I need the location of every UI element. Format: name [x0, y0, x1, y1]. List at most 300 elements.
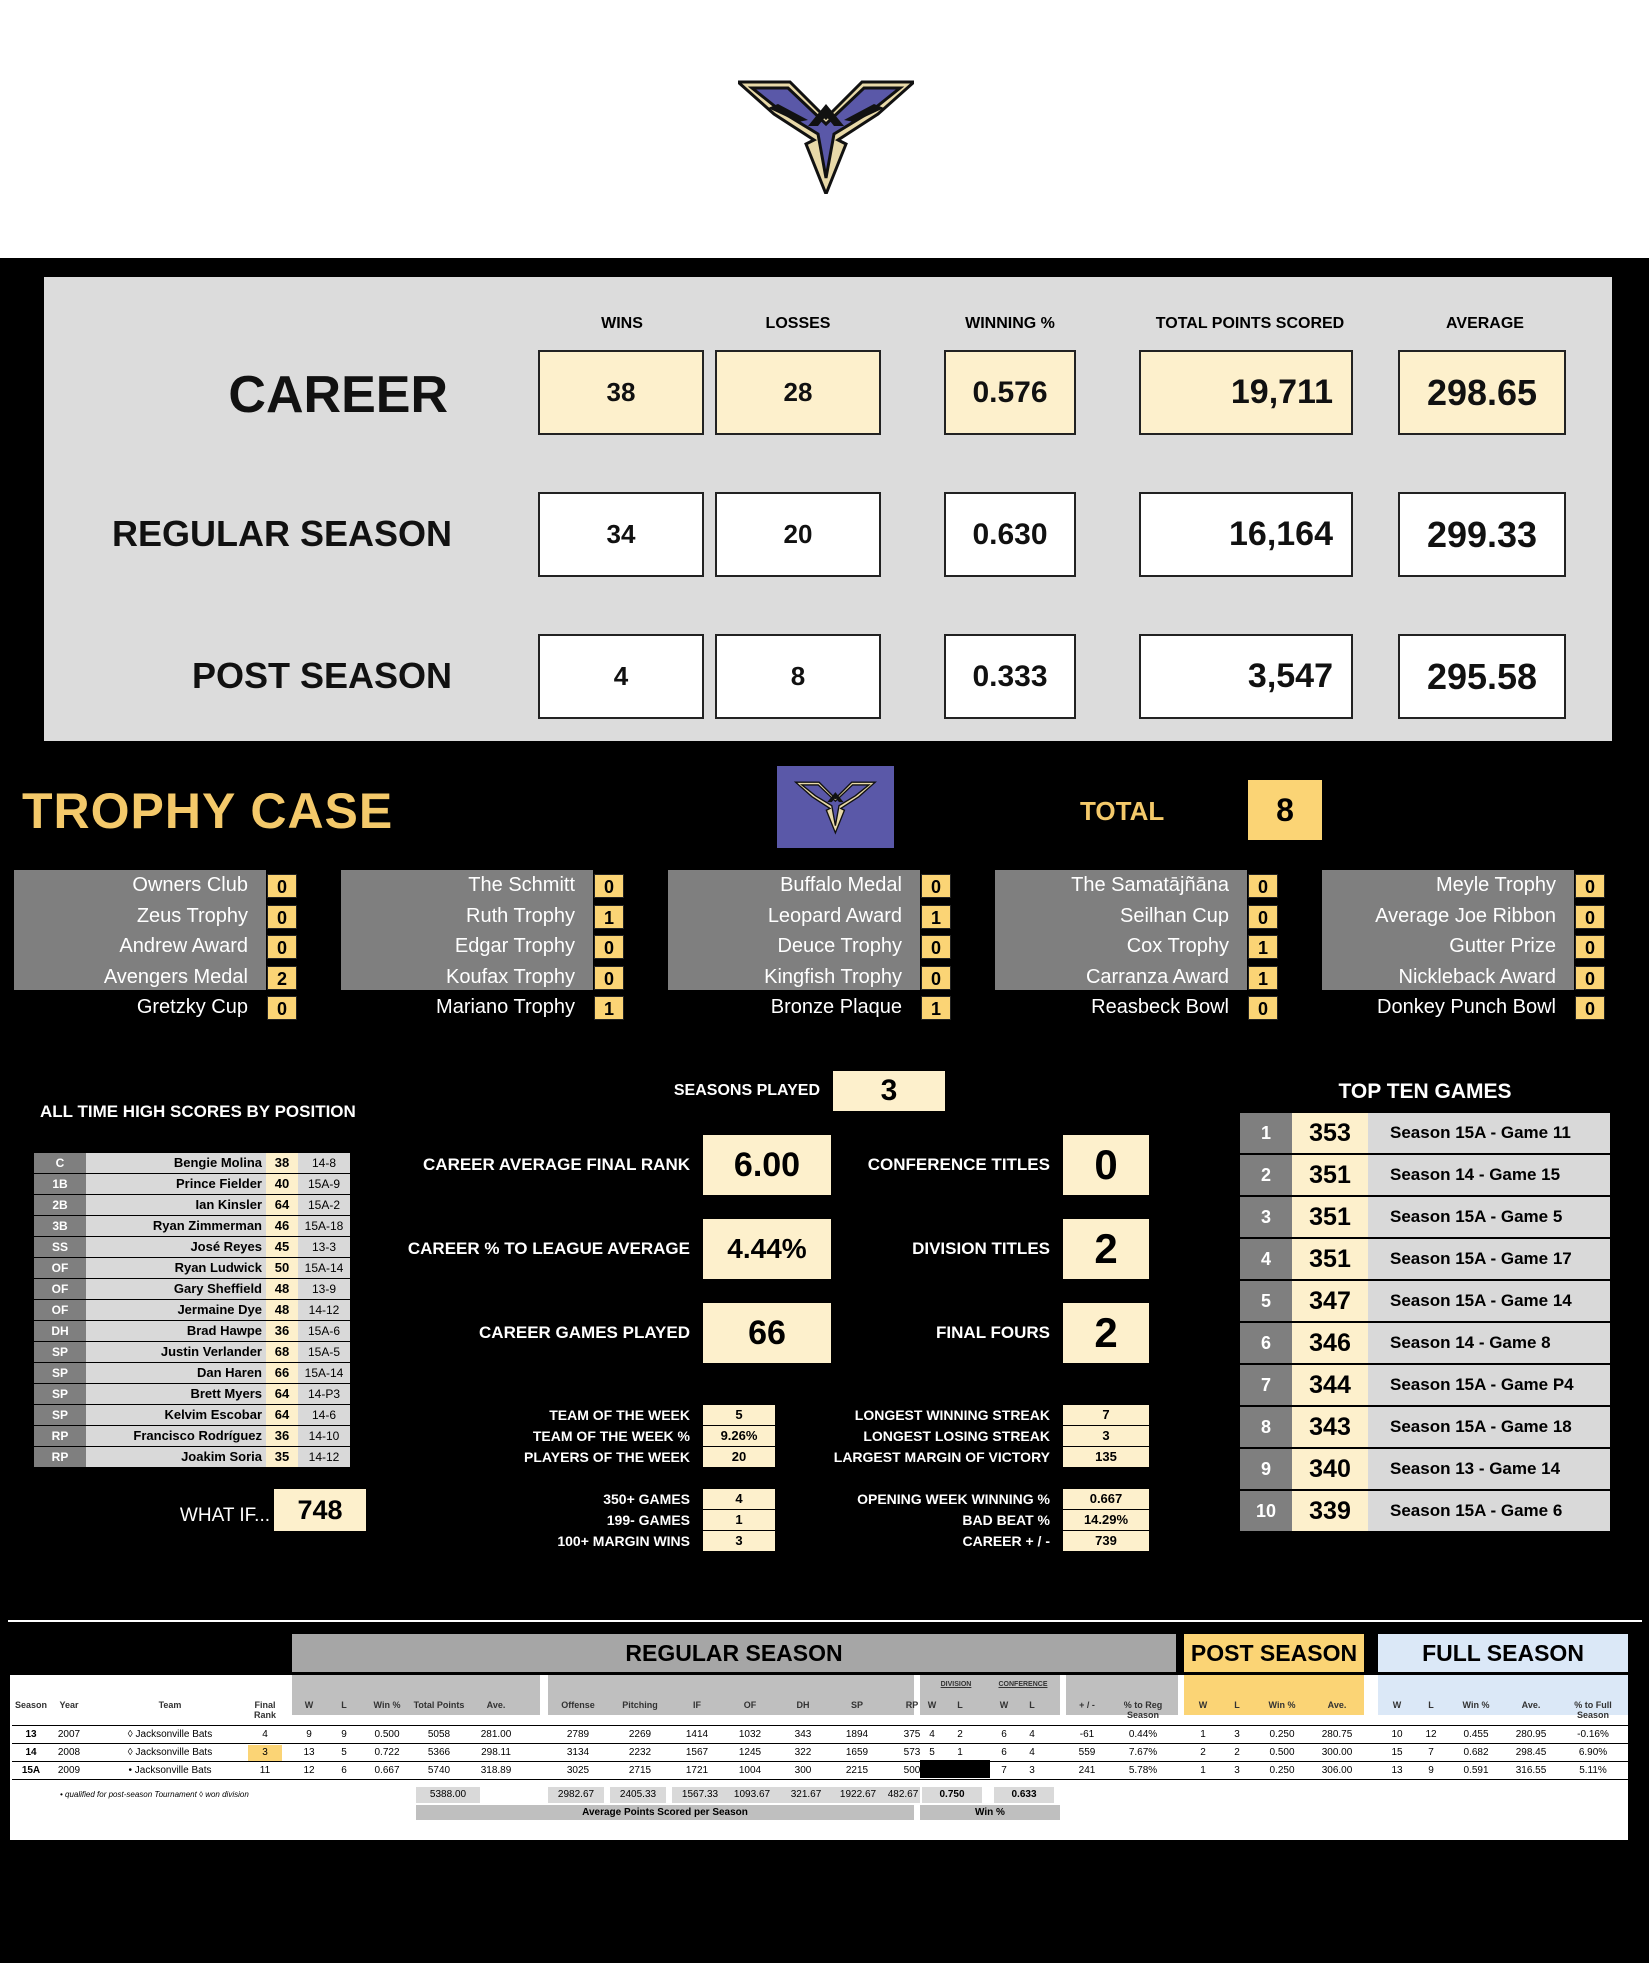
player-name: Francisco Rodríguez — [86, 1426, 266, 1446]
top-ten-title: TOP TEN GAMES — [1338, 1080, 1512, 1103]
position-tag: SP — [34, 1384, 86, 1404]
trophy-count: 2 — [267, 966, 297, 990]
column-header-pct: Win % — [373, 1700, 401, 1710]
trophy-count: 0 — [1575, 996, 1605, 1020]
cell-rp: 375 — [903, 1729, 921, 1740]
cell-fave: 316.55 — [1515, 1765, 1547, 1776]
cell-fpct: 0.591 — [1463, 1765, 1489, 1776]
cell-pit: 2715 — [628, 1765, 652, 1776]
position-tag: SP — [34, 1405, 86, 1425]
score-game: 13-9 — [298, 1279, 350, 1299]
player-score: 38 — [266, 1153, 298, 1173]
player-name: Jermaine Dye — [86, 1300, 266, 1320]
player-name: Ryan Ludwick — [86, 1258, 266, 1278]
regular-wins-value: 34 — [538, 492, 704, 577]
avg-breakdown-value: 1567.33 — [672, 1787, 728, 1803]
cell-cw: 6 — [1001, 1729, 1007, 1740]
cell-dh: 322 — [794, 1747, 812, 1758]
player-name: Prince Fielder — [86, 1174, 266, 1194]
game-count-stat-value: 3 — [703, 1531, 775, 1551]
high-score-row — [34, 1237, 350, 1258]
cell-tp: 5366 — [427, 1747, 451, 1758]
division-win-pct: 0.750 — [922, 1787, 982, 1803]
trophy-count: 0 — [921, 966, 951, 990]
career-winning-pct-value: 0.576 — [944, 350, 1076, 435]
cell-team: ◊ Jacksonville Bats — [127, 1729, 213, 1740]
career-games-played-value: 66 — [703, 1303, 831, 1363]
column-header-ptf: % to Full Season — [1574, 1700, 1612, 1720]
player-name: Gary Sheffield — [86, 1279, 266, 1299]
cell-pl: 2 — [1234, 1747, 1240, 1758]
high-score-row — [34, 1174, 350, 1195]
score-game: 14-12 — [298, 1447, 350, 1467]
cell-ppct: 0.250 — [1269, 1765, 1295, 1776]
trophy-name: Koufax Trophy — [446, 965, 575, 988]
trophy-name: Gutter Prize — [1449, 935, 1556, 957]
trophy-count: 0 — [267, 996, 297, 1020]
cell-fl: 9 — [1428, 1765, 1434, 1776]
trophy-name: Seilhan Cup — [1120, 904, 1229, 927]
cell-fave: 280.95 — [1515, 1729, 1547, 1740]
cell-rank: 4 — [262, 1729, 268, 1740]
post-winning-pct-value: 0.333 — [944, 634, 1076, 719]
trophy-name: Deuce Trophy — [777, 935, 902, 957]
misc-stat-value: 739 — [1063, 1531, 1149, 1551]
top-game-label: Season 15A - Game 6 — [1368, 1491, 1610, 1531]
cell-cl: 3 — [1029, 1765, 1035, 1776]
high-score-row — [34, 1300, 350, 1321]
cell-season: 14 — [25, 1747, 37, 1758]
cell-year: 2009 — [57, 1765, 81, 1776]
top-game-row — [1240, 1491, 1610, 1531]
player-name: Ryan Zimmerman — [86, 1216, 266, 1236]
cell-if: 1567 — [685, 1747, 709, 1758]
score-game: 15A-5 — [298, 1342, 350, 1362]
cell-pw: 1 — [1200, 1765, 1206, 1776]
cell-cl: 4 — [1029, 1747, 1035, 1758]
column-header-dl: L — [957, 1700, 963, 1710]
cell-pit: 2269 — [628, 1729, 652, 1740]
player-score: 36 — [266, 1426, 298, 1446]
career-row-label: CAREER — [228, 366, 448, 424]
career-average-value: 298.65 — [1398, 350, 1566, 435]
misc-stat-value: 14.29% — [1063, 1510, 1149, 1530]
trophy-name: Bronze Plaque — [770, 996, 902, 1018]
top-game-row — [1240, 1239, 1610, 1279]
post-average-value: 295.58 — [1398, 634, 1566, 719]
top-game-score: 351 — [1292, 1197, 1368, 1237]
cell-pct: 0.722 — [374, 1747, 400, 1758]
cell-team: • Jacksonville Bats — [128, 1765, 212, 1776]
cell-pl: 3 — [1234, 1729, 1240, 1740]
cell-dw: 5 — [929, 1747, 935, 1758]
table-legend: • qualified for post-season Tournament ◊ won division — [60, 1790, 249, 1799]
position-tag: SP — [34, 1363, 86, 1383]
conference-titles-label: CONFERENCE TITLES — [867, 1155, 1050, 1174]
high-score-row — [34, 1447, 350, 1468]
score-game: 14-P3 — [298, 1384, 350, 1404]
cell-w: 9 — [306, 1729, 312, 1740]
position-tag: SP — [34, 1342, 86, 1362]
top-game-score: 344 — [1292, 1365, 1368, 1405]
high-score-row — [34, 1384, 350, 1405]
career-average-final-rank-label: CAREER AVERAGE FINAL RANK — [423, 1155, 690, 1174]
cell-pave: 300.00 — [1321, 1747, 1353, 1758]
division-na-block — [920, 1760, 990, 1778]
cell-sp: 2215 — [845, 1765, 869, 1776]
cell-l: 5 — [341, 1747, 347, 1758]
cell-fpct: 0.455 — [1463, 1729, 1489, 1740]
avg-breakdown-value: 482.67 — [886, 1787, 920, 1803]
cell-of: 1004 — [738, 1765, 762, 1776]
row-line — [12, 1779, 1628, 1780]
cell-fl: 12 — [1425, 1729, 1437, 1740]
career-losses-value: 28 — [715, 350, 881, 435]
cell-rank: 11 — [259, 1765, 271, 1776]
trophy-name: Carranza Award — [1085, 965, 1229, 988]
cell-dl: 2 — [957, 1729, 963, 1740]
avg-breakdown-value: 1922.67 — [830, 1787, 886, 1803]
top-game-score: 347 — [1292, 1281, 1368, 1321]
trophy-name: The Schmitt — [468, 874, 575, 896]
section-divider — [8, 1620, 1642, 1622]
trophy-name: Average Joe Ribbon — [1375, 904, 1556, 927]
top-game-score: 339 — [1292, 1491, 1368, 1531]
top-game-rank: 10 — [1240, 1491, 1292, 1531]
weekly-stat-value: 5 — [703, 1405, 775, 1425]
cell-pave: 306.00 — [1321, 1765, 1353, 1776]
cell-l: 6 — [341, 1765, 347, 1776]
cell-fw: 15 — [1391, 1747, 1403, 1758]
column-header-rank: Final Rank — [253, 1700, 276, 1720]
player-score: 64 — [266, 1195, 298, 1215]
position-tag: RP — [34, 1447, 86, 1467]
division-subheader: DIVISION — [940, 1681, 972, 1688]
trophy-count: 0 — [1575, 905, 1605, 929]
top-game-label: Season 15A - Game 14 — [1368, 1281, 1610, 1321]
misc-stat-label: OPENING WEEK WINNING % — [857, 1491, 1050, 1507]
division-titles-label: DIVISION TITLES — [912, 1239, 1050, 1258]
column-header-ppct: Win % — [1268, 1700, 1296, 1710]
cell-tp: 5740 — [427, 1765, 451, 1776]
average-column-header: AVERAGE — [1446, 315, 1524, 332]
position-tag: 3B — [34, 1216, 86, 1236]
player-name: Bengie Molina — [86, 1153, 266, 1173]
weekly-stat-value: 9.26% — [703, 1426, 775, 1446]
weekly-stat-label: PLAYERS OF THE WEEK — [524, 1449, 690, 1465]
trophy-name: Meyle Trophy — [1435, 874, 1556, 896]
post-wins-value: 4 — [538, 634, 704, 719]
trophy-count: 1 — [1248, 935, 1278, 959]
total-points-column-header: TOTAL POINTS SCORED — [1155, 315, 1345, 332]
cell-ptf: 6.90% — [1578, 1747, 1608, 1758]
high-score-row — [34, 1195, 350, 1216]
trophy-name: Edgar Trophy — [454, 935, 575, 957]
game-count-stat-value: 4 — [703, 1489, 775, 1509]
column-header-pave: Ave. — [1327, 1700, 1347, 1710]
cell-ptr: 5.78% — [1128, 1765, 1158, 1776]
conference-win-pct: 0.633 — [994, 1787, 1054, 1803]
high-scores-table — [34, 1153, 354, 1473]
cell-w: 13 — [303, 1747, 315, 1758]
cell-season: 15A — [21, 1765, 41, 1776]
trophy-name: Nickleback Award — [1398, 965, 1556, 988]
player-score: 48 — [266, 1300, 298, 1320]
player-score: 46 — [266, 1216, 298, 1236]
top-game-rank: 4 — [1240, 1239, 1292, 1279]
trophy-count: 0 — [1575, 935, 1605, 959]
top-game-row — [1240, 1323, 1610, 1363]
column-header-of: OF — [743, 1700, 757, 1710]
position-tag: OF — [34, 1300, 86, 1320]
player-name: Brad Hawpe — [86, 1321, 266, 1341]
game-count-stat-label: 350+ GAMES — [603, 1491, 690, 1507]
player-score: 48 — [266, 1279, 298, 1299]
streak-stat-value: 3 — [1063, 1426, 1149, 1446]
top-game-rank: 3 — [1240, 1197, 1292, 1237]
regular-season-row-label: REGULAR SEASON — [111, 513, 452, 554]
trophy-count: 0 — [1248, 905, 1278, 929]
avg-points-label: Average Points Scored per Season — [416, 1805, 914, 1820]
wins-column-header: WINS — [601, 315, 643, 332]
regular-losses-value: 20 — [715, 492, 881, 577]
score-game: 14-6 — [298, 1405, 350, 1425]
top-game-row — [1240, 1113, 1610, 1153]
cell-team: ◊ Jacksonville Bats — [127, 1747, 213, 1758]
cell-dl: 1 — [957, 1747, 963, 1758]
streak-stat-label: LONGEST LOSING STREAK — [863, 1428, 1050, 1444]
column-header-fpct: Win % — [1462, 1700, 1490, 1710]
what-if-value: 748 — [274, 1489, 366, 1531]
misc-stat-label: BAD BEAT % — [962, 1512, 1050, 1528]
high-score-row — [34, 1153, 350, 1174]
trophy-logo-badge — [777, 766, 894, 848]
player-score: 36 — [266, 1321, 298, 1341]
player-name: Justin Verlander — [86, 1342, 266, 1362]
top-game-row — [1240, 1155, 1610, 1195]
high-score-row — [34, 1216, 350, 1237]
final-fours-value: 2 — [1063, 1303, 1149, 1363]
column-header-cw: W — [999, 1700, 1009, 1710]
cell-cw: 6 — [1001, 1747, 1007, 1758]
trophy-count: 0 — [1575, 966, 1605, 990]
column-header-ptr: % to Reg Season — [1123, 1700, 1163, 1720]
post-season-row-label: POST SEASON — [191, 655, 452, 696]
conference-titles-value: 0 — [1063, 1135, 1149, 1195]
player-score: 66 — [266, 1363, 298, 1383]
score-game: 15A-9 — [298, 1174, 350, 1194]
avg-total-points: 5388.00 — [416, 1787, 480, 1803]
column-header-tp: Total Points — [413, 1700, 465, 1710]
top-game-rank: 7 — [1240, 1365, 1292, 1405]
streak-stat-value: 135 — [1063, 1447, 1149, 1467]
seasons-played-value: 3 — [833, 1071, 945, 1111]
player-name: Ian Kinsler — [86, 1195, 266, 1215]
score-game: 13-3 — [298, 1237, 350, 1257]
weekly-stat-label: TEAM OF THE WEEK % — [532, 1428, 690, 1444]
top-game-label: Season 15A - Game P4 — [1368, 1365, 1610, 1405]
streak-stat-value: 7 — [1063, 1405, 1149, 1425]
misc-stat-value: 0.667 — [1063, 1489, 1149, 1509]
player-name: Kelvim Escobar — [86, 1405, 266, 1425]
team-logo-icon — [738, 78, 914, 194]
player-score: 64 — [266, 1384, 298, 1404]
division-titles-value: 2 — [1063, 1219, 1149, 1279]
cell-pm: 241 — [1078, 1765, 1096, 1776]
cell-pw: 2 — [1200, 1747, 1206, 1758]
trophy-count: 1 — [594, 996, 624, 1020]
cell-sp: 1894 — [845, 1729, 869, 1740]
career-total-points-value: 19,711 — [1139, 350, 1353, 435]
position-tag: DH — [34, 1321, 86, 1341]
player-name: Dan Haren — [86, 1363, 266, 1383]
high-score-row — [34, 1279, 350, 1300]
player-score: 35 — [266, 1447, 298, 1467]
cell-fl: 7 — [1428, 1747, 1434, 1758]
career-games-played-label: CAREER GAMES PLAYED — [479, 1323, 690, 1342]
column-header-off: Offense — [561, 1700, 595, 1710]
career-pct-league-average-label: CAREER % TO LEAGUE AVERAGE — [407, 1239, 690, 1258]
cell-ptf: -0.16% — [1577, 1729, 1609, 1740]
trophy-name: Donkey Punch Bowl — [1377, 996, 1556, 1018]
column-header-pw: W — [1198, 1700, 1208, 1710]
column-header-rp: RP — [905, 1700, 919, 1710]
cell-dh: 343 — [794, 1729, 812, 1740]
top-game-score: 346 — [1292, 1323, 1368, 1363]
high-score-row — [34, 1426, 350, 1447]
top-game-rank: 2 — [1240, 1155, 1292, 1195]
cell-pave: 280.75 — [1321, 1729, 1353, 1740]
trophy-count: 0 — [267, 935, 297, 959]
player-score: 64 — [266, 1405, 298, 1425]
position-tag: 2B — [34, 1195, 86, 1215]
cell-ptr: 7.67% — [1128, 1747, 1158, 1758]
player-name: José Reyes — [86, 1237, 266, 1257]
column-header-pit: Pitching — [622, 1700, 658, 1710]
cell-if: 1414 — [685, 1729, 709, 1740]
cell-off: 2789 — [566, 1729, 590, 1740]
cell-w: 12 — [303, 1765, 315, 1776]
weekly-stat-value: 20 — [703, 1447, 775, 1467]
cell-ptr: 0.44% — [1128, 1729, 1158, 1740]
trophy-name: Mariano Trophy — [436, 996, 575, 1018]
position-tag: C — [34, 1153, 86, 1173]
trophy-count: 0 — [594, 966, 624, 990]
cell-pm: 559 — [1078, 1747, 1096, 1758]
cell-pit: 2232 — [628, 1747, 652, 1758]
cell-off: 3134 — [566, 1747, 590, 1758]
trophy-count: 0 — [594, 935, 624, 959]
column-header-if: IF — [693, 1700, 701, 1710]
cell-pct: 0.500 — [374, 1729, 400, 1740]
cell-ppct: 0.250 — [1269, 1729, 1295, 1740]
trophy-count: 0 — [1248, 874, 1278, 898]
trophy-count: 0 — [921, 874, 951, 898]
trophy-count: 0 — [594, 874, 624, 898]
trophy-name: Leopard Award — [767, 904, 902, 927]
seasons-played-label: SEASONS PLAYED — [673, 1082, 820, 1099]
cell-l: 9 — [341, 1729, 347, 1740]
top-game-row — [1240, 1197, 1610, 1237]
post-season-header: POST SEASON — [1184, 1634, 1364, 1672]
top-game-label: Season 14 - Game 8 — [1368, 1323, 1610, 1363]
trophy-count: 1 — [594, 905, 624, 929]
row-line — [12, 1743, 1628, 1744]
post-losses-value: 8 — [715, 634, 881, 719]
high-scores-title: ALL TIME HIGH SCORES BY POSITION — [40, 1102, 356, 1121]
column-header-year: Year — [59, 1700, 79, 1710]
misc-stat-label: CAREER + / - — [962, 1533, 1050, 1549]
trophy-name: Avengers Medal — [103, 965, 248, 988]
column-header-w: W — [304, 1700, 314, 1710]
avg-breakdown-value: 2405.33 — [610, 1787, 666, 1803]
cell-off: 3025 — [566, 1765, 590, 1776]
trophy-count: 0 — [921, 935, 951, 959]
top-game-label: Season 15A - Game 18 — [1368, 1407, 1610, 1447]
high-score-row — [34, 1321, 350, 1342]
position-tag: OF — [34, 1258, 86, 1278]
column-header-season: Season — [14, 1700, 47, 1710]
top-game-label: Season 13 - Game 14 — [1368, 1449, 1610, 1489]
cell-of: 1245 — [738, 1747, 762, 1758]
what-if-label: WHAT IF... — [179, 1505, 270, 1526]
avg-breakdown-value: 1093.67 — [724, 1787, 780, 1803]
top-game-label: Season 15A - Game 11 — [1368, 1113, 1610, 1153]
cell-rp: 573 — [903, 1747, 921, 1758]
trophy-name: Cox Trophy — [1126, 935, 1229, 957]
trophy-name: Kingfish Trophy — [764, 965, 902, 988]
cell-fpct: 0.682 — [1463, 1747, 1489, 1758]
post-total-points-value: 3,547 — [1139, 634, 1353, 719]
row-line — [12, 1761, 1628, 1762]
streak-stat-label: LONGEST WINNING STREAK — [854, 1407, 1050, 1423]
high-score-row — [34, 1342, 350, 1363]
streak-stat-label: LARGEST MARGIN OF VICTORY — [833, 1449, 1050, 1465]
trophy-count: 1 — [921, 905, 951, 929]
column-header-pm: + / - — [1079, 1700, 1095, 1710]
score-game: 15A-2 — [298, 1195, 350, 1215]
player-score: 45 — [266, 1237, 298, 1257]
top-game-rank: 6 — [1240, 1323, 1292, 1363]
score-game: 15A-18 — [298, 1216, 350, 1236]
cell-pl: 3 — [1234, 1765, 1240, 1776]
trophy-total-label: TOTAL — [1080, 796, 1165, 826]
avg-breakdown-value: 2982.67 — [548, 1787, 604, 1803]
career-wins-value: 38 — [538, 350, 704, 435]
trophy-count: 0 — [267, 874, 297, 898]
top-game-label: Season 15A - Game 17 — [1368, 1239, 1610, 1279]
cell-cw: 7 — [1001, 1765, 1007, 1776]
cell-rank: 3 — [248, 1745, 282, 1761]
position-tag: SS — [34, 1237, 86, 1257]
position-tag: RP — [34, 1426, 86, 1446]
score-game: 14-12 — [298, 1300, 350, 1320]
cell-ptf: 5.11% — [1579, 1765, 1607, 1776]
cell-pct: 0.667 — [374, 1765, 400, 1776]
trophy-count: 0 — [267, 905, 297, 929]
top-game-score: 340 — [1292, 1449, 1368, 1489]
column-header-fl: L — [1428, 1700, 1434, 1710]
top-game-rank: 8 — [1240, 1407, 1292, 1447]
win-pct-label: Win % — [920, 1805, 1060, 1820]
cell-pm: -61 — [1079, 1729, 1095, 1740]
regular-winning-pct-value: 0.630 — [944, 492, 1076, 577]
trophy-name: Owners Club — [132, 874, 248, 896]
full-season-header: FULL SEASON — [1378, 1634, 1628, 1672]
column-header-dh: DH — [796, 1700, 810, 1710]
cell-fave: 298.45 — [1515, 1747, 1547, 1758]
player-score: 50 — [266, 1258, 298, 1278]
